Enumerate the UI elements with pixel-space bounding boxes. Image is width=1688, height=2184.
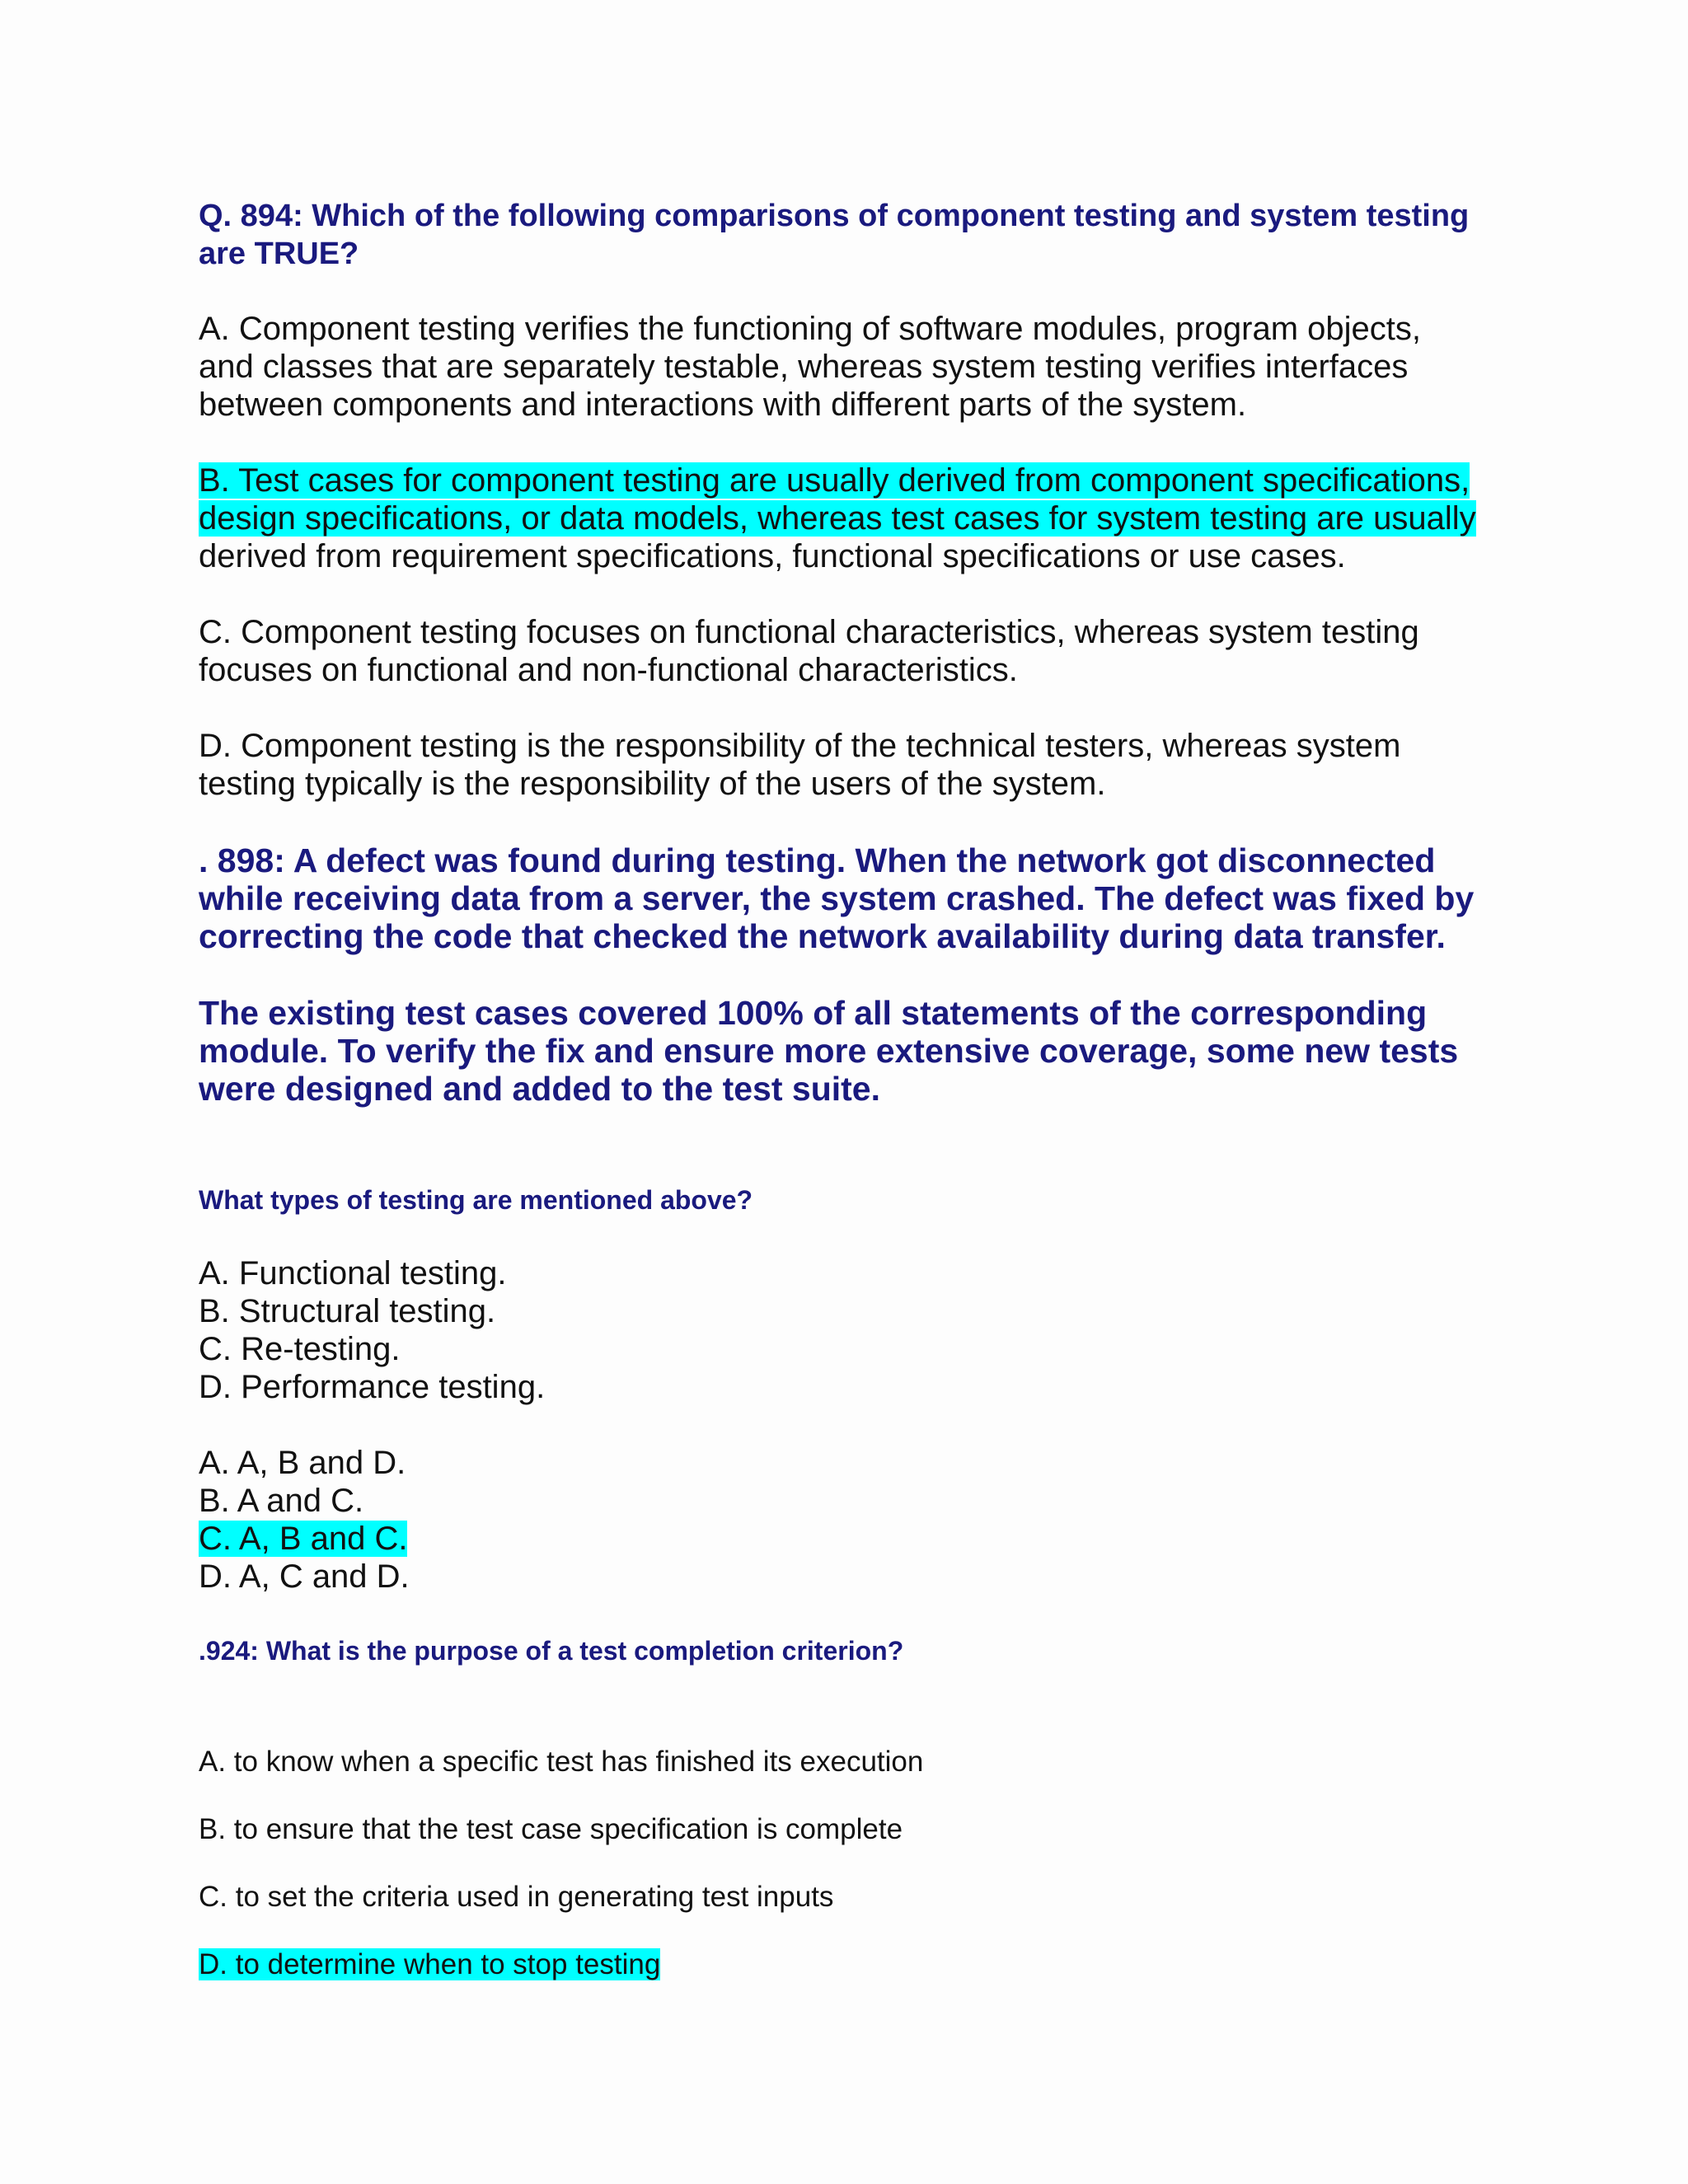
q924-option-c: C. to set the criteria used in generating test inputs	[199, 1881, 834, 1913]
q898-paragraph-1	[199, 841, 1501, 955]
q898-paragraph-1-line: . 898: A defect was found during testing. When the network got disconnected	[199, 841, 1436, 879]
q898-question: What types of testing are mentioned above?	[199, 1185, 753, 1215]
q894-option-d-line: D. Component testing is the responsibility of the technical testers, whereas system	[199, 728, 1401, 764]
q894-option-b-line: derived from requirement specifications, functional specifications or use cases.	[199, 538, 1346, 574]
q924-question: .924: What is the purpose of a test completion criterion?	[199, 1636, 904, 1666]
q894-title-line: are TRUE?	[199, 237, 359, 271]
q894-option-b	[199, 462, 1501, 575]
q898-item: C. Re-testing.	[199, 1331, 401, 1367]
q898-paragraph-2	[199, 994, 1501, 1108]
q898-item: D. Performance testing.	[199, 1369, 546, 1405]
q894-option-a-line: and classes that are separately testable, whereas system testing verifies interfaces	[199, 349, 1409, 385]
q894-title-line: Q. 894: Which of the following comparisons of component testing and system testing	[199, 199, 1470, 233]
q898-answers-list	[199, 1444, 1501, 1596]
q898-answer-highlighted: C. A, B and C.	[199, 1521, 408, 1557]
q898-item: B. Structural testing.	[199, 1293, 496, 1329]
q898-paragraph-2-line: were designed and added to the test suite.	[199, 1070, 880, 1108]
q894-option-c-line: focuses on functional and non-functional characteristics.	[199, 652, 1018, 688]
q898-answer: D. A, C and D.	[199, 1558, 410, 1595]
q898-paragraph-2-line: The existing test cases covered 100% of all statements of the corresponding	[199, 994, 1428, 1032]
q898-paragraph-2-line: module. To verify the fix and ensure more extensive coverage, some new tests	[199, 1032, 1459, 1070]
q898-paragraph-1-line: correcting the code that checked the network availability during data transfer.	[199, 917, 1446, 955]
q898-item: A. Functional testing.	[199, 1255, 507, 1291]
q894-option-d	[199, 727, 1501, 803]
q924-option-d	[199, 1947, 1501, 1983]
q894-option-c-line: C. Component testing focuses on functional characteristics, whereas system testing	[199, 614, 1419, 650]
q894-option-a	[199, 310, 1501, 424]
q898-answer: B. A and C.	[199, 1483, 364, 1519]
q894-option-d-line: testing typically is the responsibility of the users of the system.	[199, 766, 1106, 802]
q924-option-b: B. to ensure that the test case specification is complete	[199, 1813, 903, 1845]
q924-option-d-highlighted: D. to determine when to stop testing	[199, 1948, 661, 1980]
q898-paragraph-1-line: while receiving data from a server, the system crashed. The defect was fixed by	[199, 879, 1475, 917]
q898-items-list	[199, 1254, 1501, 1406]
q894-title	[199, 197, 1501, 273]
q924-option-a: A. to know when a specific test has finished its execution	[199, 1746, 924, 1778]
q894-option-b-highlighted-line: design specifications, or data models, whereas test cases for system testing are usually	[199, 500, 1476, 537]
q894-option-a-line: between components and interactions with different parts of the system.	[199, 387, 1247, 423]
q894-option-c	[199, 613, 1501, 689]
q894-option-b-highlighted-line: B. Test cases for component testing are usually derived from component specifications,	[199, 462, 1470, 499]
q898-answer: A. A, B and D.	[199, 1445, 406, 1481]
q894-option-a-line: A. Component testing verifies the functioning of software modules, program objects,	[199, 311, 1421, 347]
